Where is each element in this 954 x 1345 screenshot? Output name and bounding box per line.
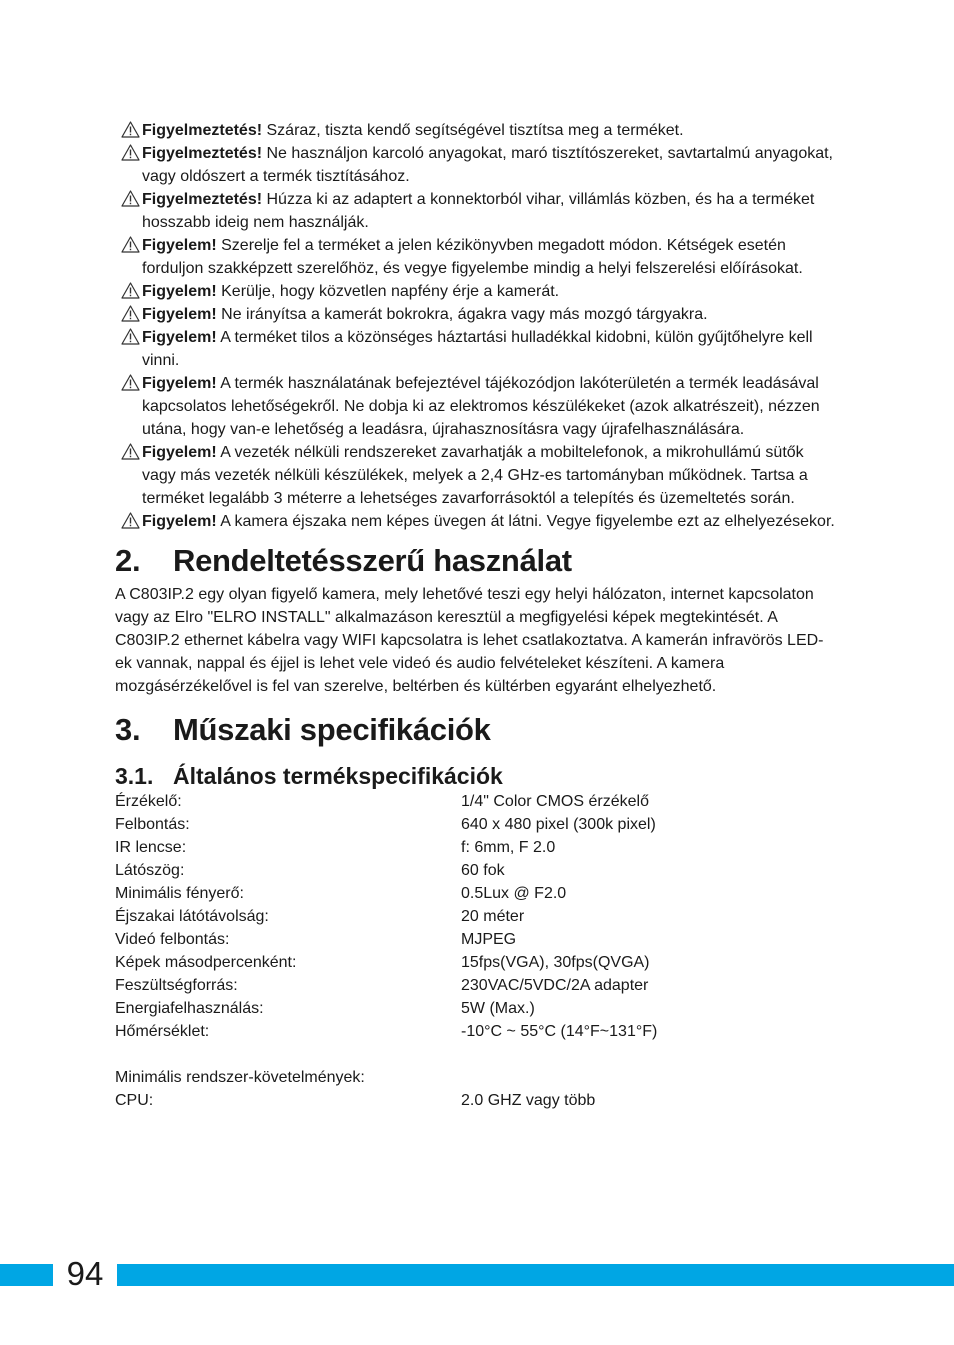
spec-row: [115, 951, 835, 974]
warning-triangle-icon: [121, 236, 140, 253]
warning-label: Figyelem!: [142, 237, 217, 254]
spec-label: Látószög:: [115, 862, 185, 879]
warning-triangle-icon: [121, 374, 140, 391]
spec-value: 2.0 GHZ vagy több: [461, 1092, 596, 1109]
warning-label: Figyelem!: [142, 375, 217, 392]
warning-triangle-icon: [121, 512, 140, 529]
spec-row: [115, 882, 835, 905]
section-number: 2.: [115, 543, 141, 578]
spec-value: 230VAC/5VDC/2A adapter: [461, 977, 649, 994]
warning-triangle-icon: [121, 305, 140, 322]
spec-label: CPU:: [115, 1092, 154, 1109]
spec-value: -10°C ~ 55°C (14°F~131°F): [461, 1023, 658, 1040]
warning-text: Húzza ki az adaptert a konnektorból vihar, villámlás közben, és ha a terméket hosszabb ideig nem használják.: [142, 191, 815, 231]
spec-label: IR lencse:: [115, 839, 187, 856]
subsection-title: Általános termékspecifikációk: [173, 763, 503, 789]
warning-item: [115, 142, 835, 188]
spec-row: [115, 790, 835, 813]
warning-item: [115, 326, 835, 372]
warning-label: Figyelmeztetés!: [142, 191, 263, 208]
warning-triangle-icon: [121, 282, 140, 299]
spec-label: Energiafelhasználás:: [115, 1000, 264, 1017]
warning-item: [115, 372, 835, 441]
warning-triangle-icon: [121, 443, 140, 460]
warning-text: Ne irányítsa a kamerát bokrokra, ágakra vagy más mozgó tárgyakra.: [216, 306, 708, 323]
spec-value: f: 6mm, F 2.0: [461, 839, 556, 856]
warning-text: Ne használjon karcoló anyagokat, maró tisztítószereket, savtartalmú anyagokat, vagy oldószert a termék tisztításához.: [142, 145, 833, 185]
section-3-1-heading: [115, 762, 835, 790]
warning-label: Figyelem!: [142, 306, 217, 323]
warning-label: Figyelem!: [142, 513, 217, 530]
warning-label: Figyelmeztetés!: [142, 145, 263, 162]
spec-table: [115, 790, 835, 1112]
warning-item: [115, 119, 835, 142]
footer-bar-left: [0, 1264, 53, 1286]
warning-triangle-icon: [121, 121, 140, 138]
spec-label: Minimális rendszer-követelmények:: [115, 1069, 365, 1086]
spec-label: Érzékelő:: [115, 793, 182, 810]
spec-row: [115, 836, 835, 859]
spec-label: Hőmérséklet:: [115, 1023, 210, 1040]
spec-row: [115, 997, 835, 1020]
spec-value: 1/4" Color CMOS érzékelő: [461, 793, 649, 810]
footer-bar-right: [117, 1264, 954, 1286]
spec-row: [115, 1089, 835, 1112]
warning-label: Figyelem!: [142, 329, 217, 346]
spec-value: 5W (Max.): [461, 1000, 535, 1017]
section-title: Műszaki specifikációk: [173, 712, 491, 747]
spec-row: [115, 928, 835, 951]
spec-value: MJPEG: [461, 931, 517, 948]
warning-text: A termék használatának befejeztével tájékozódjon lakóterületén a termék leadásával kapcsolatos lehetőségekről. Ne dobja ki az elektromos készülékeket (azok alkatrészeit), nézzen utána, hogy van-e lehetőség a leadásra, újrahasznosításra vagy újrafelhasználására.: [142, 375, 820, 438]
warning-label: Figyelem!: [142, 444, 217, 461]
section-2-heading: [115, 541, 835, 581]
section-title: Rendeltetésszerű használat: [173, 543, 572, 578]
spec-label: Éjszakai látótávolság:: [115, 908, 269, 925]
spec-row: [115, 1066, 835, 1089]
warning-item: [115, 280, 835, 303]
spec-value: 15fps(VGA), 30fps(QVGA): [461, 954, 650, 971]
warning-text: Száraz, tiszta kendő segítségével tisztítsa meg a terméket.: [262, 122, 684, 139]
warning-text: Kerülje, hogy közvetlen napfény érje a kamerát.: [216, 283, 560, 300]
warning-triangle-icon: [121, 144, 140, 161]
spec-value: 640 x 480 pixel (300k pixel): [461, 816, 656, 833]
section-2-body: A C803IP.2 egy olyan figyelő kamera, mely lehetővé teszi egy helyi hálózaton, internet kapcsolaton vagy az Elro "ELRO INSTALL" alkalmazáson keresztül a megfigyelési képek megtekintését. A C803IP.2 ethernet kábelra vagy WIFI kapcsolatra is lehet csatlakoztatva. A kamerán infravörös LED-ek vannak, nappal és éjjel is lehet vele videó és audio felvételeket készíteni. A kamera mozgásérzékelővel is fel van szerelve, beltérben és kültérben egyaránt elhelyezhető.: [115, 586, 824, 695]
spec-row: [115, 974, 835, 997]
warning-triangle-icon: [121, 328, 140, 345]
spec-label: Képek másodpercenként:: [115, 954, 297, 971]
warning-item: [115, 234, 835, 280]
spec-value: 20 méter: [461, 908, 525, 925]
page-content: [115, 119, 835, 1112]
warning-item: [115, 510, 835, 533]
spec-spacer: [115, 1043, 835, 1066]
warning-text: Szerelje fel a terméket a jelen kézikönyvben megadott módon. Kétségek esetén forduljon szakképzett szerelőhöz, és vegye figyelembe mindig a helyi felszerelési előírásokat.: [142, 237, 803, 277]
spec-value: 0.5Lux @ F2.0: [461, 885, 567, 902]
spec-label: Feszültségforrás:: [115, 977, 238, 994]
spec-value: 60 fok: [461, 862, 505, 879]
warning-item: [115, 188, 835, 234]
spec-label: Videó felbontás:: [115, 931, 230, 948]
warning-text: A kamera éjszaka nem képes üvegen át látni. Vegye figyelembe ezt az elhelyezésekor.: [216, 513, 835, 530]
section-number: 3.: [115, 712, 141, 747]
warning-text: A vezeték nélküli rendszereket zavarhatják a mobiltelefonok, a mikrohullámú sütők vagy más vezeték nélküli készülékek, melyek a 2,4 GHz-es tartományban működnek. Tartsa a terméket legalább 3 méterre a lehetséges zavarforrásoktól a telepítés és üzemeltetés során.: [142, 444, 808, 507]
warning-item: [115, 303, 835, 326]
warning-label: Figyelmeztetés!: [142, 122, 263, 139]
warning-item: [115, 441, 835, 510]
page-number: 94: [66, 1255, 104, 1292]
spec-label: Felbontás:: [115, 816, 190, 833]
spec-row: [115, 859, 835, 882]
warning-label: Figyelem!: [142, 283, 217, 300]
spec-label: Minimális fényerő:: [115, 885, 244, 902]
subsection-number: 3.1.: [115, 763, 154, 789]
spec-row: [115, 813, 835, 836]
warning-text: A terméket tilos a közönséges háztartási hulladékkal kidobni, külön gyűjtőhelyre kell vinni.: [142, 329, 813, 369]
warning-triangle-icon: [121, 190, 140, 207]
warning-list: [115, 119, 835, 533]
spec-row: [115, 1020, 835, 1043]
section-3-heading: [115, 710, 835, 750]
spec-row: [115, 905, 835, 928]
